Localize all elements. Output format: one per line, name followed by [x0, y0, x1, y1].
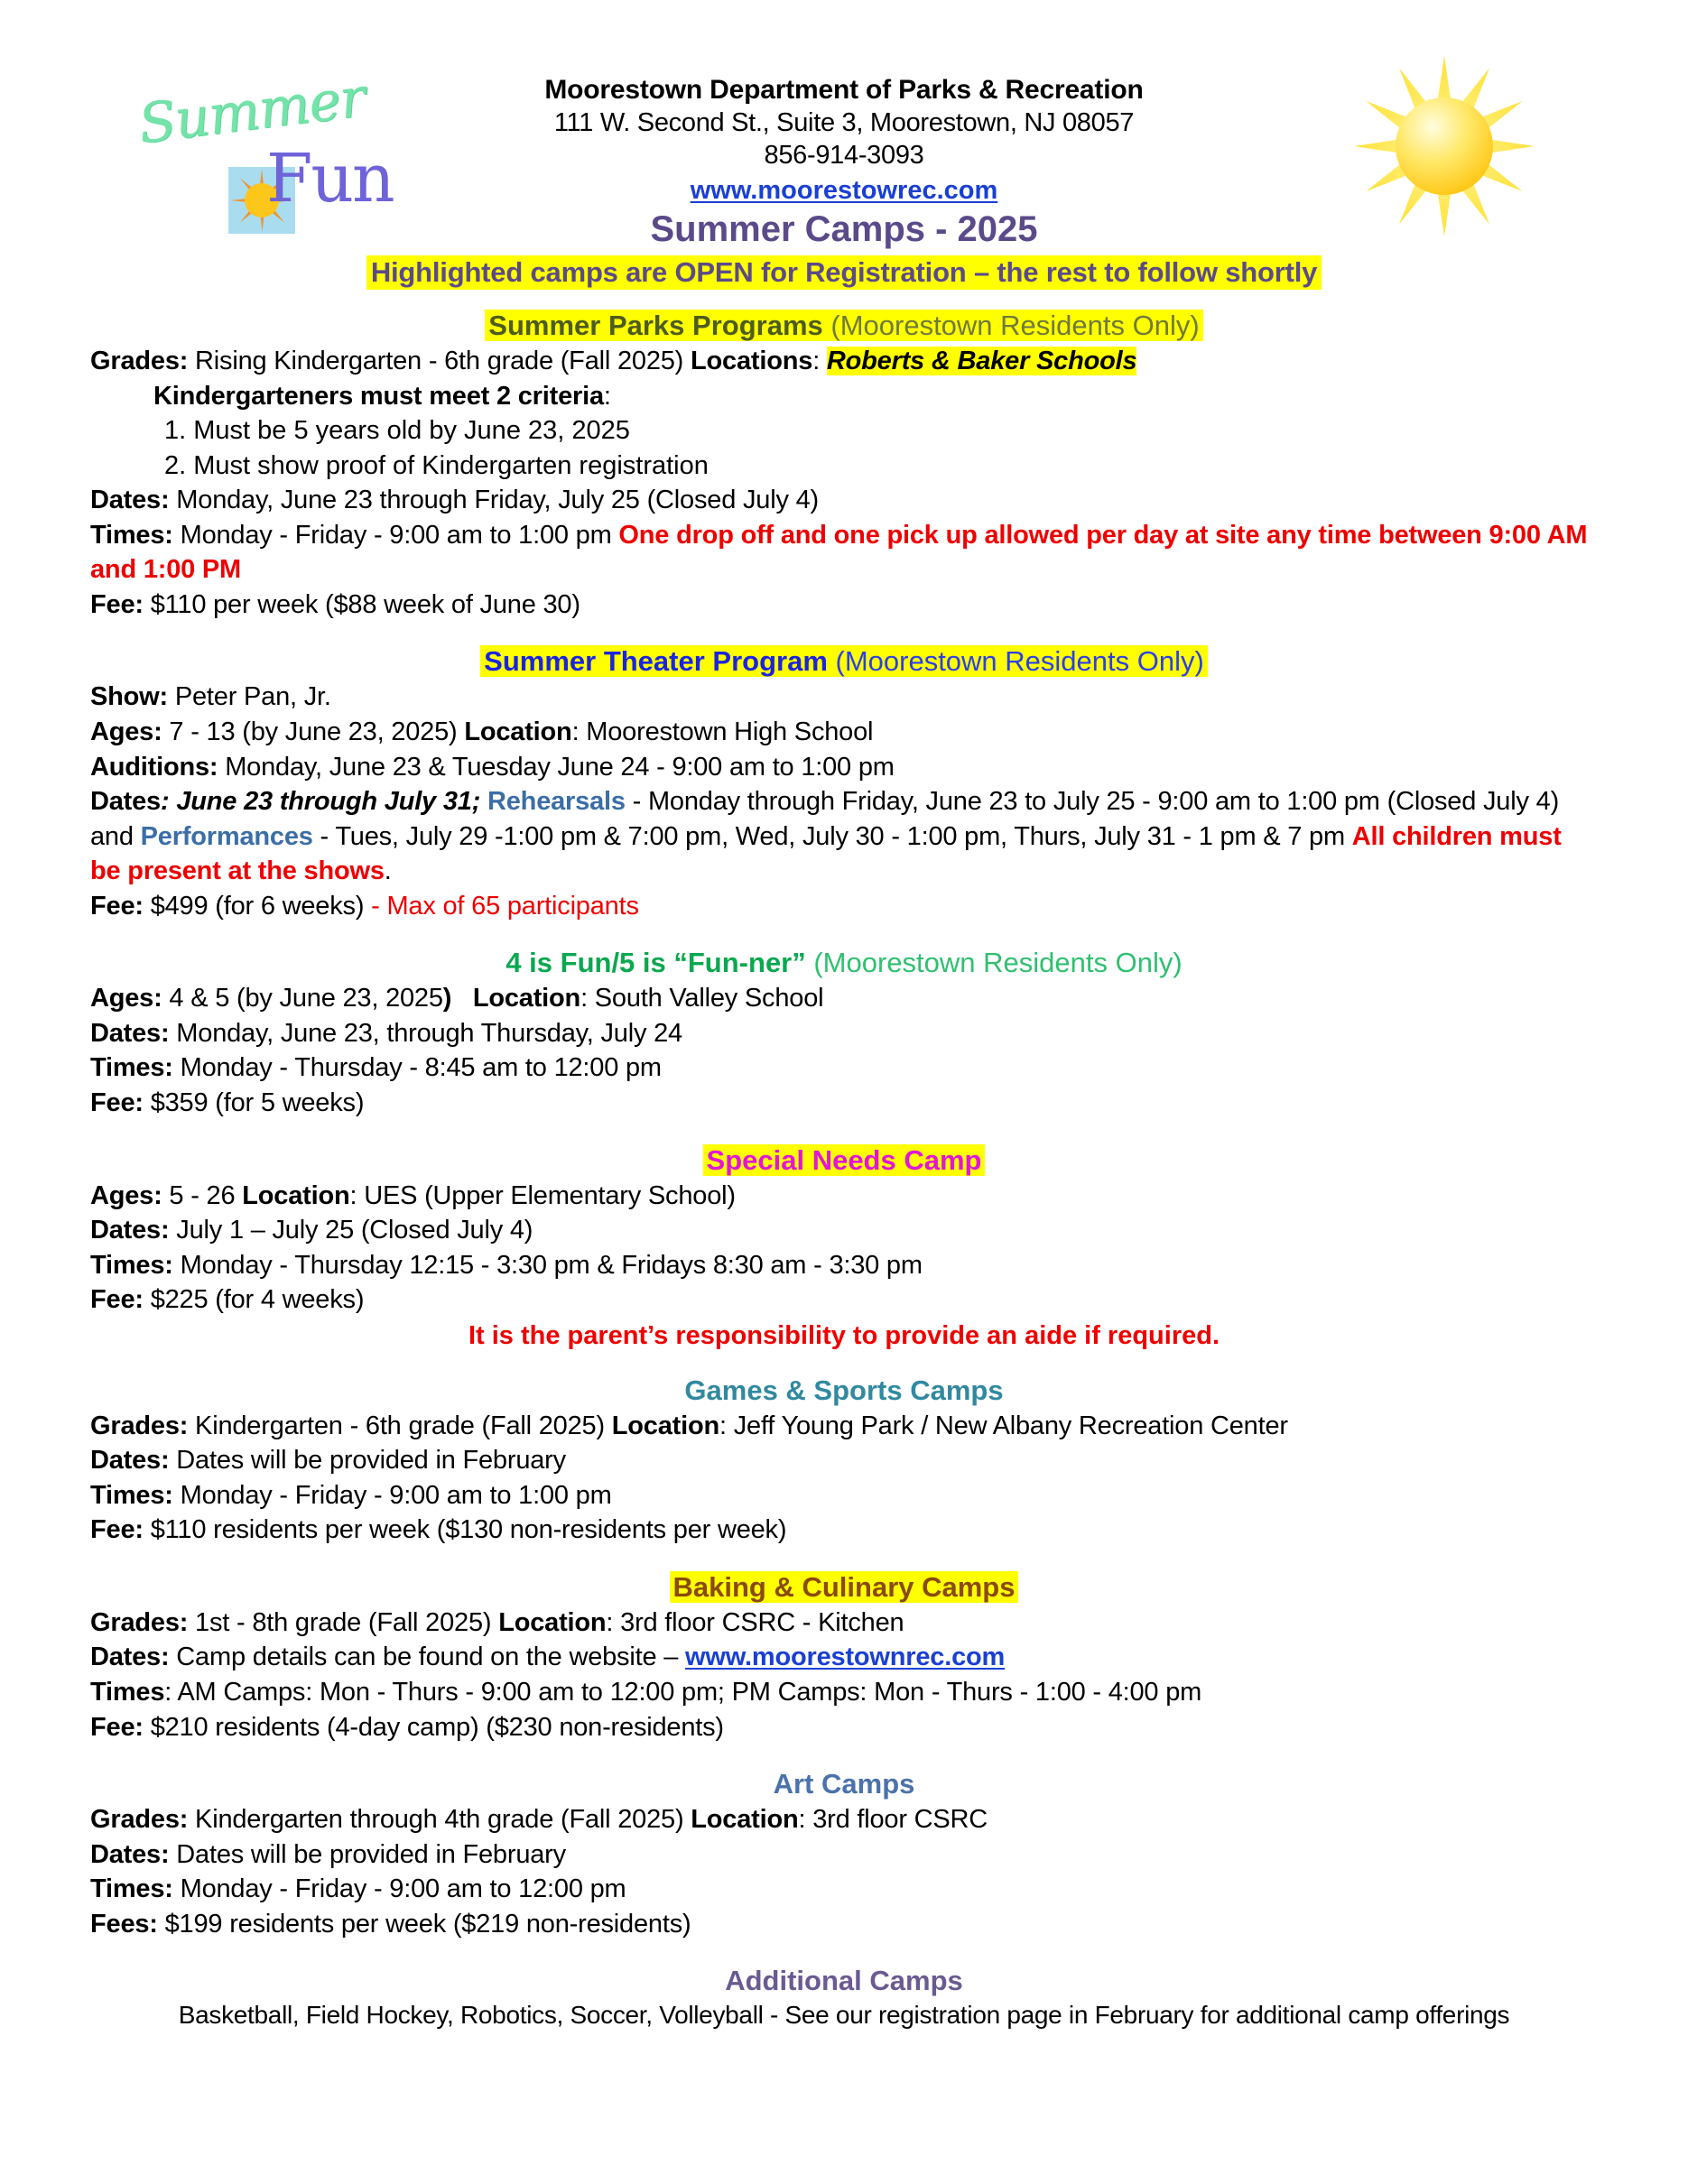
- art-location-value: : 3rd floor CSRC: [798, 1805, 988, 1835]
- baking-times-value: : AM Camps: Mon - Thurs - 9:00 am to 12:00 pm; PM Camps: Mon - Thurs - 1:00 - 4:00 pm: [164, 1678, 1202, 1707]
- logo-fun-text: Fun: [266, 140, 394, 217]
- theater-all-children-note: All children must be present at the shows: [90, 821, 1562, 886]
- art-times-label: Times:: [90, 1874, 173, 1904]
- heading-text: Additional Camps: [725, 1965, 963, 1997]
- art-location-label: Location: [691, 1805, 799, 1835]
- theater-rehearsals-label: Rehearsals: [487, 787, 626, 817]
- special-dates-line: [90, 1213, 1598, 1248]
- theater-location-label: Location: [464, 717, 572, 746]
- special-ages-label: Ages:: [90, 1180, 162, 1210]
- fun-ages-paren: ): [442, 984, 452, 1013]
- theater-dates-range: June 23 through July 31;: [176, 787, 488, 817]
- theater-auditions-value: Monday, June 23 & Tuesday June 24 - 9:00 am to 1:00 pm: [218, 752, 895, 782]
- section-special-needs-camp: [90, 1144, 1598, 1351]
- baking-times-label: Times: [90, 1678, 165, 1707]
- games-times-line: [90, 1478, 1598, 1513]
- theater-all-children-period: .: [384, 856, 392, 886]
- theater-ages-value: 7 - 13 (by June 23, 2025): [162, 717, 465, 746]
- section-heading-baking-culinary: [90, 1571, 1598, 1604]
- games-dates-line: [90, 1443, 1598, 1478]
- section-heading-additional-camps: [90, 1965, 1598, 1997]
- baking-fee-label: Fee:: [90, 1712, 144, 1742]
- baking-website-link[interactable]: www.moorestownrec.com: [685, 1643, 1006, 1672]
- art-dates-line: [90, 1837, 1598, 1873]
- section-heading-summer-parks: [90, 310, 1598, 342]
- theater-fee-label: Fee:: [90, 891, 144, 921]
- special-times-line: [90, 1248, 1598, 1283]
- heading-text: Art Camps: [773, 1768, 915, 1800]
- parks-dates-label: Dates:: [90, 486, 170, 515]
- fun-dates-line: [90, 1016, 1598, 1051]
- special-dates-value: July 1 – July 25 (Closed July 4): [169, 1216, 533, 1245]
- theater-auditions-line: [90, 750, 1598, 785]
- special-fee-value: $225 (for 4 weeks): [143, 1285, 365, 1315]
- art-grades-label: Grades:: [90, 1805, 189, 1835]
- parks-criteria-colon: :: [603, 381, 611, 411]
- fun-ages-label: Ages:: [90, 984, 162, 1013]
- theater-performances-label: Performances: [140, 821, 313, 851]
- games-times-label: Times:: [90, 1480, 173, 1510]
- games-times-value: Monday - Friday - 9:00 am to 1:00 pm: [172, 1480, 612, 1510]
- theater-dates-line: [90, 784, 1598, 889]
- section-heading-special-needs: [90, 1144, 1598, 1177]
- special-location-label: Location: [242, 1180, 350, 1210]
- baking-location-value: : 3rd floor CSRC - Kitchen: [606, 1607, 904, 1637]
- parks-grades-label: Grades:: [90, 346, 189, 375]
- art-dates-label: Dates:: [90, 1839, 170, 1869]
- heading-text: Summer Theater Program: [484, 645, 828, 678]
- section-heading-games-sports: [90, 1374, 1598, 1407]
- document-header: [90, 0, 1598, 217]
- games-location-label: Location: [611, 1411, 719, 1440]
- games-location-value: : Jeff Young Park / New Albany Recreation Center: [719, 1411, 1288, 1440]
- heading-subtext: (Moorestown Residents Only): [822, 310, 1200, 341]
- parks-locations-value: Roberts & Baker Schools: [826, 346, 1137, 375]
- games-dates-value: Dates will be provided in February: [169, 1446, 566, 1476]
- theater-ages-label: Ages:: [90, 717, 162, 746]
- fun-dates-value: Monday, June 23, through Thursday, July 24: [169, 1018, 682, 1048]
- parks-times-note: One drop off and one pick up allowed per day at site any time between 9:00 AM and 1:00 PM: [90, 520, 1588, 585]
- logo-summer-text: Summer: [134, 65, 369, 157]
- fun-ages-value: 4 & 5 (by June 23, 2025: [162, 984, 443, 1013]
- baking-dates-value: Camp details can be found on the website –: [169, 1643, 686, 1672]
- parks-fee-line: [90, 588, 1598, 623]
- art-grades-line: [90, 1802, 1598, 1837]
- parks-locations-label: Locations: [691, 346, 813, 375]
- theater-rehearsals-value: - Monday through Friday, June 23 to July 25 - 9:00 am to 1:00 pm (Closed July 4) and: [90, 787, 1560, 851]
- special-fee-line: [90, 1282, 1598, 1318]
- organization-website-link[interactable]: www.moorestowrec.com: [690, 175, 998, 205]
- theater-auditions-label: Auditions:: [90, 752, 218, 782]
- fun-location-label: Location: [472, 984, 581, 1013]
- games-grades-line: [90, 1409, 1598, 1444]
- parks-times-label: Times:: [90, 520, 173, 550]
- baking-fee-line: [90, 1710, 1598, 1745]
- heading-text: Baking & Culinary Camps: [672, 1570, 1016, 1603]
- parks-dates-value: Monday, June 23 through Friday, July 25 (Closed July 4): [169, 486, 819, 515]
- art-dates-value: Dates will be provided in February: [169, 1839, 566, 1869]
- fun-fee-value: $359 (for 5 weeks): [143, 1087, 365, 1117]
- theater-fee-value: $499 (for 6 weeks): [143, 891, 372, 921]
- section-heading-4-is-fun: [90, 947, 1598, 979]
- games-fee-value: $110 residents per week ($130 non-residents per week): [143, 1515, 787, 1545]
- theater-show-label: Show:: [90, 682, 168, 712]
- summer-fun-logo: [131, 65, 402, 244]
- parks-grades-value: Rising Kindergarten - 6th grade (Fall 2025): [188, 346, 691, 375]
- parks-dates-line: [90, 483, 1598, 518]
- parks-criteria-item-1: 1. Must be 5 years old by June 23, 2025: [164, 416, 630, 446]
- organization-phone: 856-914-3093: [764, 140, 924, 170]
- page-title: Summer Camps - 2025: [650, 209, 1038, 249]
- parks-fee-label: Fee:: [90, 589, 144, 619]
- fun-dates-label: Dates:: [90, 1018, 170, 1048]
- section-baking-and-culinary-camps: [90, 1571, 1598, 1744]
- parks-criteria-item-2: 2. Must show proof of Kindergarten registration: [164, 450, 709, 480]
- section-games-and-sports-camps: [90, 1374, 1598, 1548]
- theater-fee-note: - Max of 65 participants: [371, 891, 639, 921]
- parks-times-value: Monday - Friday - 9:00 am to 1:00 pm: [172, 520, 619, 550]
- baking-dates-line: [90, 1640, 1598, 1675]
- section-summer-theater-program: [90, 645, 1598, 923]
- baking-times-line: [90, 1675, 1598, 1710]
- section-heading-art-camps: [90, 1768, 1598, 1800]
- fun-location-value: : South Valley School: [580, 984, 824, 1013]
- games-fee-line: [90, 1513, 1598, 1548]
- art-times-line: [90, 1872, 1598, 1907]
- section-additional-camps: [90, 1965, 1598, 2030]
- theater-fee-line: [90, 889, 1598, 924]
- heading-text: Games & Sports Camps: [684, 1374, 1004, 1406]
- art-fees-label: Fees:: [90, 1909, 158, 1939]
- parks-locations-colon: :: [812, 346, 827, 375]
- special-times-label: Times:: [90, 1250, 173, 1280]
- heading-subtext: (Moorestown Residents Only): [827, 645, 1204, 678]
- section-4-is-fun-5-is-funner: [90, 947, 1598, 1120]
- registration-banner: [90, 255, 1598, 290]
- special-location-value: : UES (Upper Elementary School): [349, 1180, 736, 1210]
- parks-criteria-intro-line: [90, 379, 1598, 414]
- special-ages-line: [90, 1179, 1598, 1214]
- baking-grades-label: Grades:: [90, 1607, 189, 1637]
- section-summer-parks-programs: [90, 310, 1598, 622]
- games-grades-value: Kindergarten - 6th grade (Fall 2025): [188, 1411, 612, 1440]
- fun-fee-line: [90, 1086, 1598, 1121]
- theater-performances-value: - Tues, July 29 -1:00 pm & 7:00 pm, Wed, July 30 - 1:00 pm, Thurs, July 31 - 1 pm & 7 pm: [312, 821, 1352, 851]
- additional-camps-text: Basketball, Field Hockey, Robotics, Soccer, Volleyball - See our registration page in February for additional camp offerings: [178, 2001, 1510, 2030]
- parks-times-line: [90, 518, 1598, 588]
- parks-grades-line: [90, 344, 1598, 379]
- art-fees-line: [90, 1907, 1598, 1942]
- section-art-camps: [90, 1768, 1598, 1941]
- fun-times-line: [90, 1050, 1598, 1086]
- fun-ages-line: [90, 981, 1598, 1016]
- baking-fee-value: $210 residents (4-day camp) ($230 non-residents): [143, 1712, 724, 1742]
- theater-show-value: Peter Pan, Jr.: [168, 682, 331, 712]
- theater-dates-label: Dates: [90, 787, 161, 817]
- art-fees-value: $199 residents per week ($219 non-residents): [157, 1909, 691, 1939]
- parks-criteria-intro: Kindergarteners must meet 2 criteria: [153, 381, 604, 411]
- games-dates-label: Dates:: [90, 1446, 170, 1476]
- organization-name: Moorestown Department of Parks & Recreation: [544, 75, 1144, 105]
- games-grades-label: Grades:: [90, 1411, 189, 1440]
- heading-text: Special Needs Camp: [706, 1143, 982, 1176]
- special-ages-value: 5 - 26: [162, 1180, 243, 1210]
- fun-times-label: Times:: [90, 1053, 173, 1083]
- baking-location-label: Location: [498, 1607, 607, 1637]
- heading-subtext: (Moorestown Residents Only): [805, 947, 1183, 979]
- special-aide-note: It is the parent’s responsibility to provide an aide if required.: [468, 1320, 1220, 1350]
- theater-ages-line: [90, 715, 1598, 750]
- registration-banner-text: Highlighted camps are OPEN for Registration – the rest to follow shortly: [366, 255, 1322, 290]
- heading-text: Summer Parks Programs: [488, 310, 823, 341]
- art-times-value: Monday - Friday - 9:00 am to 12:00 pm: [172, 1874, 626, 1904]
- art-grades-value: Kindergarten through 4th grade (Fall 2025): [188, 1805, 691, 1835]
- special-fee-label: Fee:: [90, 1285, 144, 1315]
- section-heading-summer-theater: [90, 645, 1598, 678]
- special-dates-label: Dates:: [90, 1216, 170, 1245]
- theater-dates-colon: :: [161, 787, 177, 817]
- theater-show-line: [90, 680, 1598, 715]
- fun-times-value: Monday - Thursday - 8:45 am to 12:00 pm: [172, 1053, 662, 1083]
- special-times-value: Monday - Thursday 12:15 - 3:30 pm & Fridays 8:30 am - 3:30 pm: [172, 1250, 923, 1280]
- baking-dates-label: Dates:: [90, 1643, 170, 1672]
- sun-icon: [1354, 56, 1535, 236]
- theater-location-value: : Moorestown High School: [571, 717, 874, 746]
- fun-fee-label: Fee:: [90, 1087, 144, 1117]
- organization-address: 111 W. Second St., Suite 3, Moorestown, NJ 08057: [553, 107, 1135, 137]
- heading-text: 4 is Fun/5 is “Fun-ner”: [505, 947, 806, 979]
- baking-grades-value: 1st - 8th grade (Fall 2025): [188, 1607, 499, 1637]
- baking-grades-line: [90, 1606, 1598, 1641]
- games-fee-label: Fee:: [90, 1515, 144, 1545]
- parks-fee-value: $110 per week ($88 week of June 30): [143, 589, 580, 619]
